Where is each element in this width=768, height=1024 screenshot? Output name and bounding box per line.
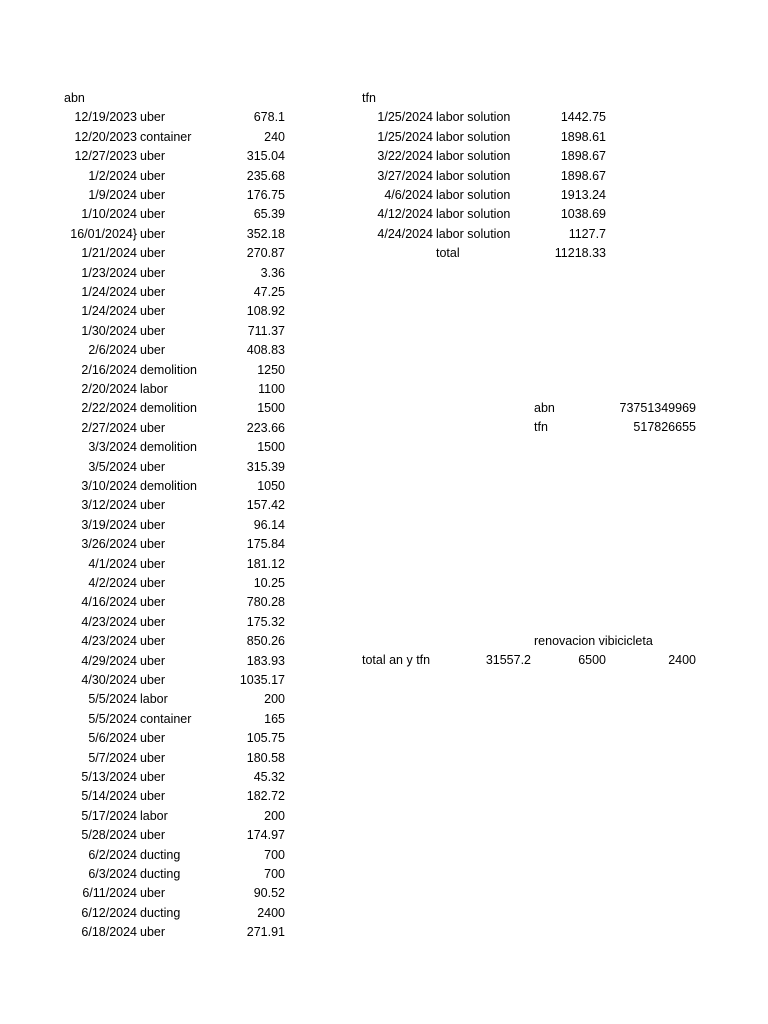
abn-row-date: 12/19/2023 bbox=[74, 110, 137, 125]
abn-row-date: 4/1/2024 bbox=[88, 556, 137, 571]
abn-row-desc: uber bbox=[140, 789, 166, 804]
tfn-row-amount: 1913.24 bbox=[560, 188, 606, 202]
abn-row-amount: 183.93 bbox=[246, 653, 285, 668]
abn-row-amount: 2400 bbox=[257, 905, 285, 920]
abn-row-desc: uber bbox=[140, 731, 166, 746]
abn-row-date: 1/24/2024 bbox=[81, 304, 137, 319]
abn-row-desc: demolition bbox=[140, 440, 197, 455]
abn-row-desc: uber bbox=[140, 595, 166, 610]
abn-row-date: 3/19/2024 bbox=[81, 517, 137, 532]
tfn-row-desc: labor solution bbox=[436, 110, 511, 125]
abn-row-amount: 240 bbox=[264, 129, 285, 144]
abn-row-amount: 711.37 bbox=[247, 323, 285, 338]
abn-row-desc: demolition bbox=[140, 401, 197, 416]
abn-row-amount: 108.92 bbox=[246, 304, 285, 319]
abn-row-amount: 1035.17 bbox=[239, 673, 285, 687]
tfn-row-desc: labor solution bbox=[436, 168, 511, 183]
abn-row-desc: uber bbox=[140, 343, 166, 358]
tfn-row-amount: 1038.69 bbox=[560, 207, 606, 222]
abn-row-date: 12/27/2023 bbox=[74, 149, 137, 164]
abn-row-date: 3/3/2024 bbox=[88, 440, 137, 455]
abn-row-desc: uber bbox=[140, 886, 166, 901]
abn-row-amount: 780.28 bbox=[246, 595, 285, 610]
abn-row-desc: uber bbox=[140, 304, 166, 319]
abn-row-desc: uber bbox=[140, 207, 166, 222]
combined-total-value: 31557.2 bbox=[485, 653, 531, 667]
abn-row-date: 5/28/2024 bbox=[81, 828, 137, 843]
abn-row-desc: uber bbox=[140, 653, 166, 668]
abn-row-date: 3/10/2024 bbox=[81, 479, 137, 493]
abn-row-amount: 182.72 bbox=[246, 789, 285, 804]
abn-row-amount: 1250 bbox=[257, 362, 285, 377]
abn-row-date: 1/23/2024 bbox=[81, 265, 137, 280]
tfn-row-amount: 1898.67 bbox=[560, 168, 606, 183]
abn-row-desc: uber bbox=[140, 168, 166, 183]
abn-row-amount: 175.84 bbox=[246, 537, 285, 552]
abn-row-amount: 700 bbox=[264, 867, 285, 881]
tfn-summary-label: tfn bbox=[534, 420, 548, 434]
abn-row-date: 6/2/2024 bbox=[88, 847, 137, 862]
tfn-total-label: total bbox=[436, 246, 460, 261]
abn-row-desc: uber bbox=[140, 188, 166, 202]
abn-row-date: 1/10/2024 bbox=[81, 207, 137, 222]
abn-row-desc: demolition bbox=[140, 479, 197, 493]
abn-row-date: 4/29/2024 bbox=[81, 653, 137, 668]
tfn-row-desc: labor solution bbox=[436, 207, 511, 222]
abn-summary-label: abn bbox=[534, 401, 555, 415]
abn-row-amount: 1500 bbox=[257, 401, 285, 416]
abn-row-amount: 678.1 bbox=[253, 110, 285, 125]
abn-row-date: 5/5/2024 bbox=[88, 711, 137, 726]
abn-row-date: 5/13/2024 bbox=[81, 770, 137, 784]
abn-row-date: 3/12/2024 bbox=[81, 498, 137, 513]
abn-row-desc: uber bbox=[140, 226, 166, 241]
abn-row-amount: 10.25 bbox=[253, 576, 285, 590]
tfn-row-desc: labor solution bbox=[436, 149, 511, 164]
abn-row-desc: uber bbox=[140, 517, 166, 532]
abn-row-amount: 105.75 bbox=[246, 731, 285, 746]
abn-row-amount: 408.83 bbox=[246, 343, 285, 358]
abn-row-date: 1/2/2024 bbox=[88, 168, 137, 183]
abn-row-amount: 235.68 bbox=[246, 168, 285, 183]
abn-row-amount: 175.32 bbox=[246, 614, 285, 629]
abn-row-date: 2/16/2024 bbox=[81, 362, 137, 377]
abn-header: abn bbox=[64, 91, 85, 105]
tfn-summary-value: 517826655 bbox=[633, 420, 696, 434]
abn-row-desc: labor bbox=[140, 382, 168, 396]
abn-row-date: 5/5/2024 bbox=[88, 692, 137, 707]
abn-row-date: 2/20/2024 bbox=[81, 382, 137, 396]
abn-row-date: 2/22/2024 bbox=[81, 401, 137, 416]
abn-row-date: 12/20/2023 bbox=[74, 129, 137, 144]
abn-row-date: 6/3/2024 bbox=[88, 867, 137, 881]
abn-row-date: 6/11/2024 bbox=[82, 886, 137, 901]
combined-value-3: 2400 bbox=[668, 653, 696, 667]
abn-row-date: 5/14/2024 bbox=[81, 789, 137, 804]
tfn-row-desc: labor solution bbox=[436, 129, 511, 144]
abn-row-amount: 1500 bbox=[257, 440, 285, 455]
abn-row-amount: 90.52 bbox=[253, 886, 285, 901]
abn-row-amount: 271.91 bbox=[246, 925, 285, 940]
abn-row-desc: uber bbox=[140, 634, 166, 649]
tfn-row-desc: labor solution bbox=[436, 226, 511, 241]
abn-row-desc: uber bbox=[140, 673, 166, 687]
abn-row-amount: 181.12 bbox=[246, 556, 285, 571]
abn-row-desc: container bbox=[140, 711, 192, 726]
abn-row-desc: demolition bbox=[140, 362, 197, 377]
abn-row-date: 4/30/2024 bbox=[81, 673, 137, 687]
tfn-row-date: 4/24/2024 bbox=[377, 226, 433, 241]
tfn-total-value: 11218.33 bbox=[554, 246, 606, 261]
tfn-row-date: 3/27/2024 bbox=[377, 168, 433, 183]
tfn-row-date: 1/25/2024 bbox=[377, 110, 433, 125]
abn-row-date: 2/6/2024 bbox=[88, 343, 137, 358]
abn-row-amount: 157.42 bbox=[246, 498, 285, 513]
abn-row-amount: 700 bbox=[264, 847, 285, 862]
abn-row-desc: uber bbox=[140, 285, 166, 299]
abn-row-amount: 850.26 bbox=[246, 634, 285, 649]
abn-row-date: 16/01/2024} bbox=[70, 226, 137, 241]
abn-row-desc: uber bbox=[140, 576, 166, 590]
abn-row-desc: uber bbox=[140, 420, 166, 435]
abn-row-date: 2/27/2024 bbox=[81, 420, 137, 435]
abn-row-date: 5/17/2024 bbox=[81, 808, 137, 823]
abn-row-desc: uber bbox=[140, 614, 166, 629]
abn-row-date: 1/30/2024 bbox=[81, 323, 137, 338]
abn-row-amount: 65.39 bbox=[253, 207, 285, 222]
tfn-row-date: 3/22/2024 bbox=[377, 149, 433, 164]
renovation-label: renovacion vibicicleta bbox=[534, 634, 653, 648]
abn-row-amount: 180.58 bbox=[246, 750, 285, 765]
abn-row-amount: 223.66 bbox=[246, 420, 285, 435]
abn-row-desc: uber bbox=[140, 828, 166, 843]
abn-row-amount: 96.14 bbox=[253, 517, 285, 532]
abn-row-date: 4/2/2024 bbox=[88, 576, 137, 590]
abn-row-desc: labor bbox=[140, 808, 168, 823]
abn-row-desc: container bbox=[140, 129, 192, 144]
abn-row-desc: uber bbox=[140, 149, 166, 164]
tfn-header: tfn bbox=[362, 91, 376, 105]
combined-total-label: total an y tfn bbox=[362, 653, 431, 667]
tfn-row-date: 4/12/2024 bbox=[377, 207, 433, 222]
combined-value-2: 6500 bbox=[578, 653, 606, 667]
tfn-row-desc: labor solution bbox=[436, 188, 511, 202]
abn-row-desc: uber bbox=[140, 750, 166, 765]
abn-row-desc: ducting bbox=[140, 867, 181, 881]
abn-row-amount: 45.32 bbox=[253, 770, 285, 784]
abn-row-date: 4/23/2024 bbox=[81, 634, 137, 649]
abn-row-desc: uber bbox=[140, 770, 166, 784]
abn-row-desc: uber bbox=[140, 265, 166, 280]
abn-row-amount: 352.18 bbox=[246, 226, 285, 241]
abn-row-date: 5/7/2024 bbox=[88, 750, 137, 765]
abn-row-desc: uber bbox=[140, 459, 166, 474]
abn-row-desc: ducting bbox=[140, 905, 181, 920]
abn-row-date: 6/12/2024 bbox=[81, 905, 137, 920]
abn-row-desc: ducting bbox=[140, 847, 181, 862]
abn-row-amount: 174.97 bbox=[246, 828, 285, 843]
abn-row-date: 3/26/2024 bbox=[81, 537, 137, 552]
tfn-row-amount: 1898.61 bbox=[560, 129, 606, 144]
abn-row-amount: 1050 bbox=[257, 479, 285, 493]
abn-row-amount: 270.87 bbox=[246, 246, 285, 261]
abn-row-desc: uber bbox=[140, 537, 166, 552]
abn-row-desc: uber bbox=[140, 498, 166, 513]
abn-row-date: 4/16/2024 bbox=[81, 595, 137, 610]
abn-row-desc: uber bbox=[140, 925, 166, 940]
tfn-row-amount: 1127.7 bbox=[568, 226, 606, 241]
abn-row-desc: uber bbox=[140, 323, 166, 338]
abn-row-date: 1/21/2024 bbox=[81, 246, 137, 261]
abn-row-amount: 200 bbox=[264, 808, 285, 823]
abn-row-desc: uber bbox=[140, 246, 166, 261]
abn-row-amount: 176.75 bbox=[246, 188, 285, 202]
tfn-row-date: 4/6/2024 bbox=[384, 188, 433, 202]
abn-row-amount: 3.36 bbox=[260, 265, 285, 280]
abn-row-amount: 1100 bbox=[258, 382, 285, 396]
abn-row-amount: 315.39 bbox=[246, 459, 285, 474]
abn-row-amount: 165 bbox=[264, 711, 285, 726]
tfn-row-date: 1/25/2024 bbox=[377, 129, 433, 144]
abn-row-amount: 200 bbox=[264, 692, 285, 707]
abn-row-amount: 47.25 bbox=[253, 285, 285, 299]
tfn-row-amount: 1898.67 bbox=[560, 149, 606, 164]
abn-row-desc: uber bbox=[140, 110, 166, 125]
abn-row-date: 3/5/2024 bbox=[88, 459, 137, 474]
tfn-row-amount: 1442.75 bbox=[560, 110, 606, 125]
abn-row-desc: uber bbox=[140, 556, 166, 571]
abn-row-date: 1/24/2024 bbox=[81, 285, 137, 299]
abn-row-date: 1/9/2024 bbox=[88, 188, 137, 202]
abn-row-date: 5/6/2024 bbox=[88, 731, 137, 746]
abn-row-desc: labor bbox=[140, 692, 168, 707]
abn-row-amount: 315.04 bbox=[246, 149, 285, 164]
abn-row-date: 6/18/2024 bbox=[81, 925, 137, 940]
abn-row-date: 4/23/2024 bbox=[81, 614, 137, 629]
abn-summary-value: 73751349969 bbox=[619, 401, 696, 415]
